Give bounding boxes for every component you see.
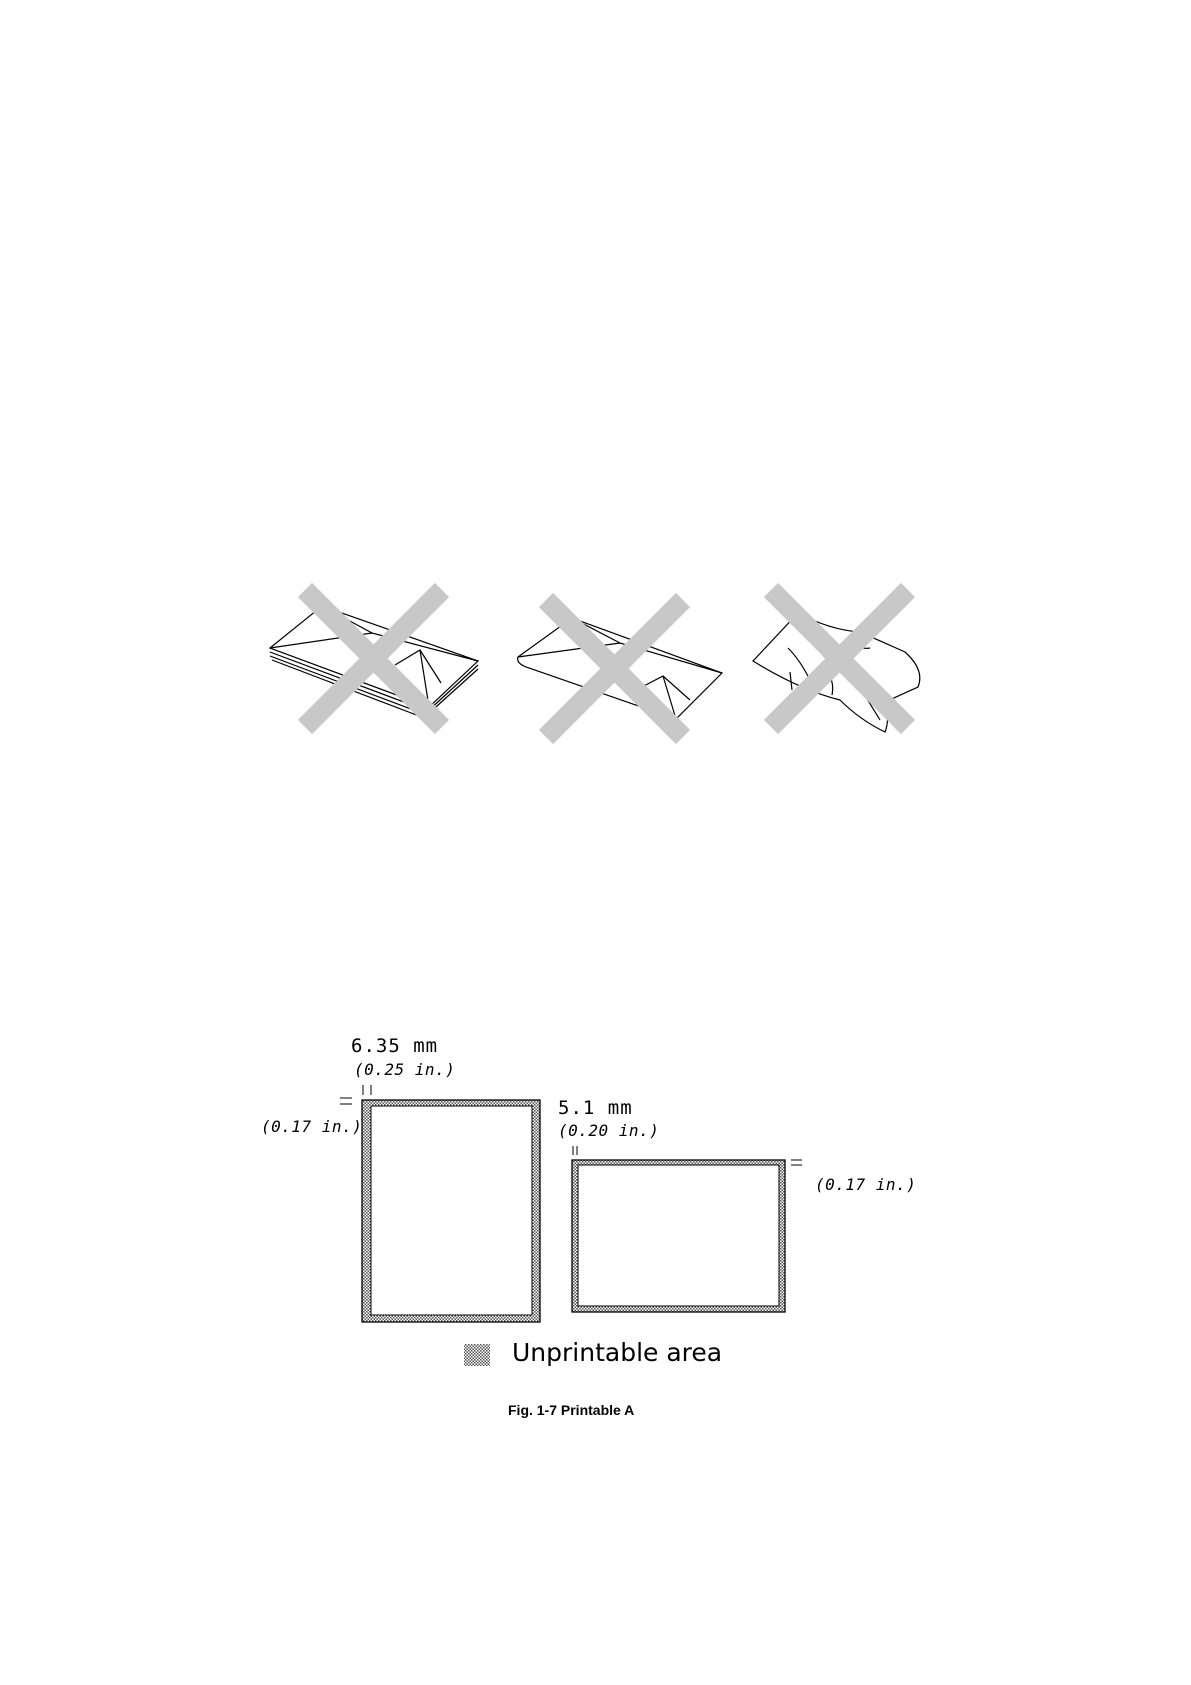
- portrait-width-mm: 6.35 mm: [351, 1035, 439, 1057]
- unprintable-area-swatch: [464, 1344, 490, 1366]
- portrait-width-in: (0.25 in.): [354, 1060, 456, 1079]
- landscape-width-in: (0.20 in.): [558, 1121, 660, 1140]
- landscape-width-mm: 5.1 mm: [558, 1097, 633, 1119]
- landscape-height-in: (0.17 in.): [815, 1175, 917, 1194]
- landscape-page-diagram: [572, 1146, 802, 1312]
- portrait-page-diagram: [340, 1085, 540, 1322]
- legend-label: Unprintable area: [512, 1338, 723, 1367]
- figure-caption: Fig. 1-7 Printable A: [508, 1402, 635, 1418]
- portrait-height-in: (0.17 in.): [261, 1117, 363, 1136]
